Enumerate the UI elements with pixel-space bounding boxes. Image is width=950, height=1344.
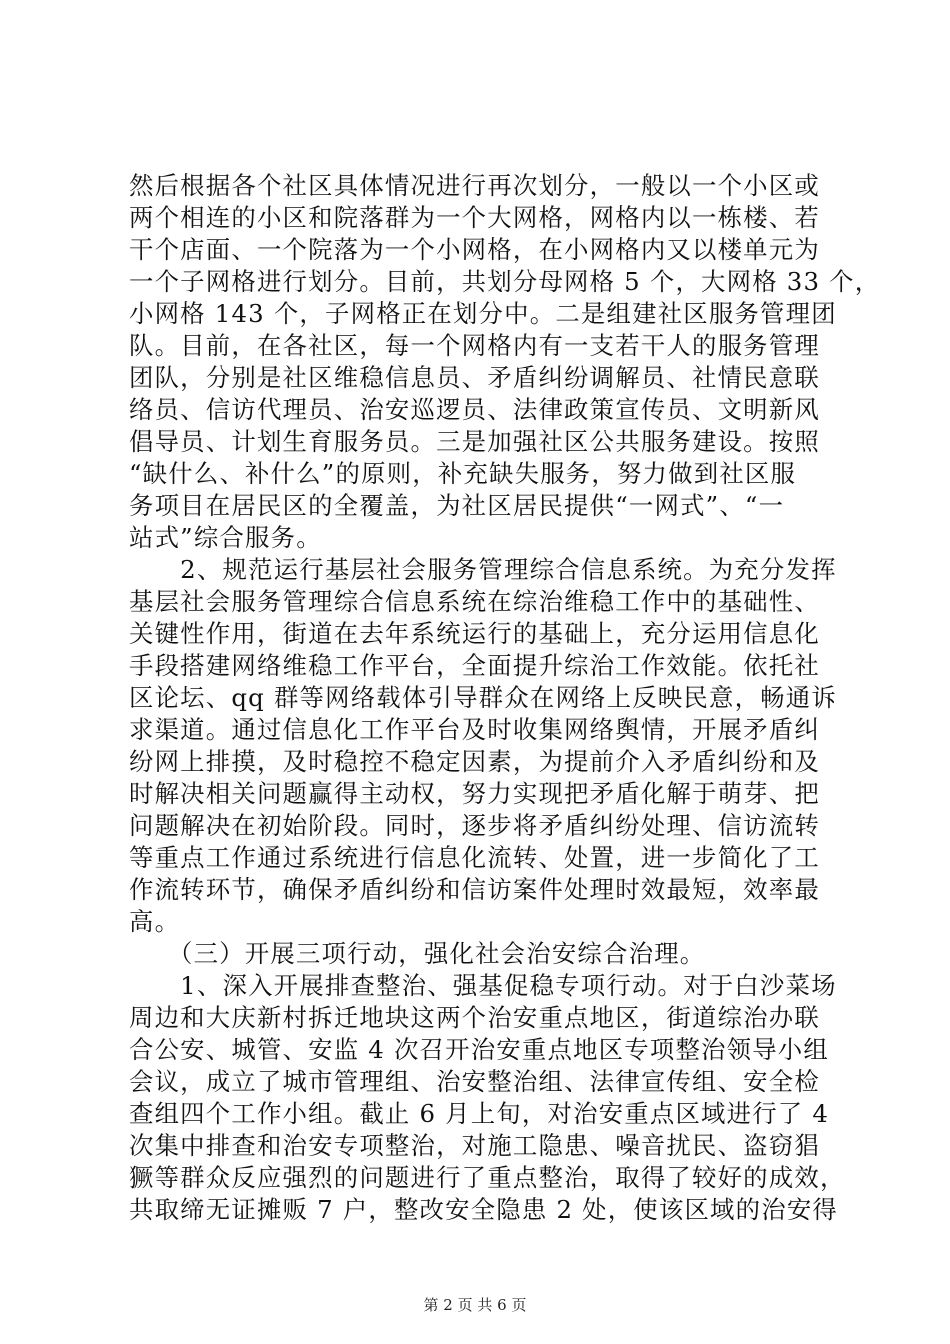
text-line: 倡导员、计划生育服务员。三是加强社区公共服务建设。按照 xyxy=(129,427,820,456)
text-line: 络员、信访代理员、治安巡逻员、法律政策宣传员、文明新风 xyxy=(129,395,820,424)
text-line: 务项目在居民区的全覆盖，为社区居民提供“一网式”、“一 xyxy=(129,491,785,520)
text-line: 站式”综合服务。 xyxy=(129,523,322,552)
text-line: 作流转环节，确保矛盾纠纷和信访案件处理时效最短，效率最 xyxy=(129,875,820,904)
page-footer: 第 2 页 共 6 页 xyxy=(423,1296,527,1314)
text-line: 查组四个工作小组。截止 6 月上旬，对治安重点区域进行了 4 xyxy=(129,1099,830,1128)
text-line: （三）开展三项行动，强化社会治安综合治理。 xyxy=(129,939,706,968)
text-line: 合公安、城管、安监 4 次召开治安重点地区专项整治领导小组 xyxy=(129,1035,829,1064)
text-line: 次集中排查和治安专项整治，对施工隐患、噪音扰民、盗窃猖 xyxy=(129,1131,820,1160)
text-line: 求渠道。通过信息化工作平台及时收集网络舆情，开展矛盾纠 xyxy=(129,715,820,744)
text-line: 两个相连的小区和院落群为一个大网格，网格内以一栋楼、若 xyxy=(129,203,820,232)
text-line: 团队，分别是社区维稳信息员、矛盾纠纷调解员、社情民意联 xyxy=(129,363,820,392)
text-line: 纷网上排摸，及时稳控不稳定因素，为提前介入矛盾纠纷和及 xyxy=(129,747,820,776)
text-line: 獗等群众反应强烈的问题进行了重点整治，取得了较好的成效， xyxy=(129,1163,846,1192)
text-line: 然后根据各个社区具体情况进行再次划分，一般以一个小区或 xyxy=(129,171,820,200)
text-line: 周边和大庆新村拆迁地块这两个治安重点地区，街道综治办联 xyxy=(129,1003,820,1032)
text-line: 1、深入开展排查整治、强基促稳专项行动。对于白沙菜场 xyxy=(129,971,837,1000)
body-text xyxy=(129,170,881,1226)
text-line: 手段搭建网络维稳工作平台，全面提升综治工作效能。依托社 xyxy=(129,651,820,680)
text-line: 高。 xyxy=(129,907,181,936)
text-line: 时解决相关问题赢得主动权，努力实现把矛盾化解于萌芽、把 xyxy=(129,779,820,808)
text-line: 一个子网格进行划分。目前，共划分母网格 5 个，大网格 33 个， xyxy=(129,267,881,296)
text-line: 2、规范运行基层社会服务管理综合信息系统。为充分发挥 xyxy=(129,555,837,584)
text-line: 共取缔无证摊贩 7 户，整改安全隐患 2 处，使该区域的治安得 xyxy=(129,1195,839,1224)
text-line: “缺什么、补什么”的原则，补充缺失服务，努力做到社区服 xyxy=(129,459,797,488)
text-line: 干个店面、一个院落为一个小网格，在小网格内又以楼单元为 xyxy=(129,235,820,264)
text-line: 队。目前，在各社区，每一个网格内有一支若干人的服务管理 xyxy=(129,331,820,360)
text-line: 区论坛、qq 群等网络载体引导群众在网络上反映民意，畅通诉 xyxy=(129,683,837,712)
text-line: 会议，成立了城市管理组、治安整治组、法律宣传组、安全检 xyxy=(129,1067,820,1096)
text-line: 小网格 143 个，子网格正在划分中。二是组建社区服务管理团 xyxy=(129,299,837,328)
text-line: 基层社会服务管理综合信息系统在综治维稳工作中的基础性、 xyxy=(129,587,820,616)
text-line: 问题解决在初始阶段。同时，逐步将矛盾纠纷处理、信访流转 xyxy=(129,811,820,840)
text-line: 等重点工作通过系统进行信息化流转、处置，进一步简化了工 xyxy=(129,843,820,872)
text-line: 关键性作用，街道在去年系统运行的基础上，充分运用信息化 xyxy=(129,619,820,648)
